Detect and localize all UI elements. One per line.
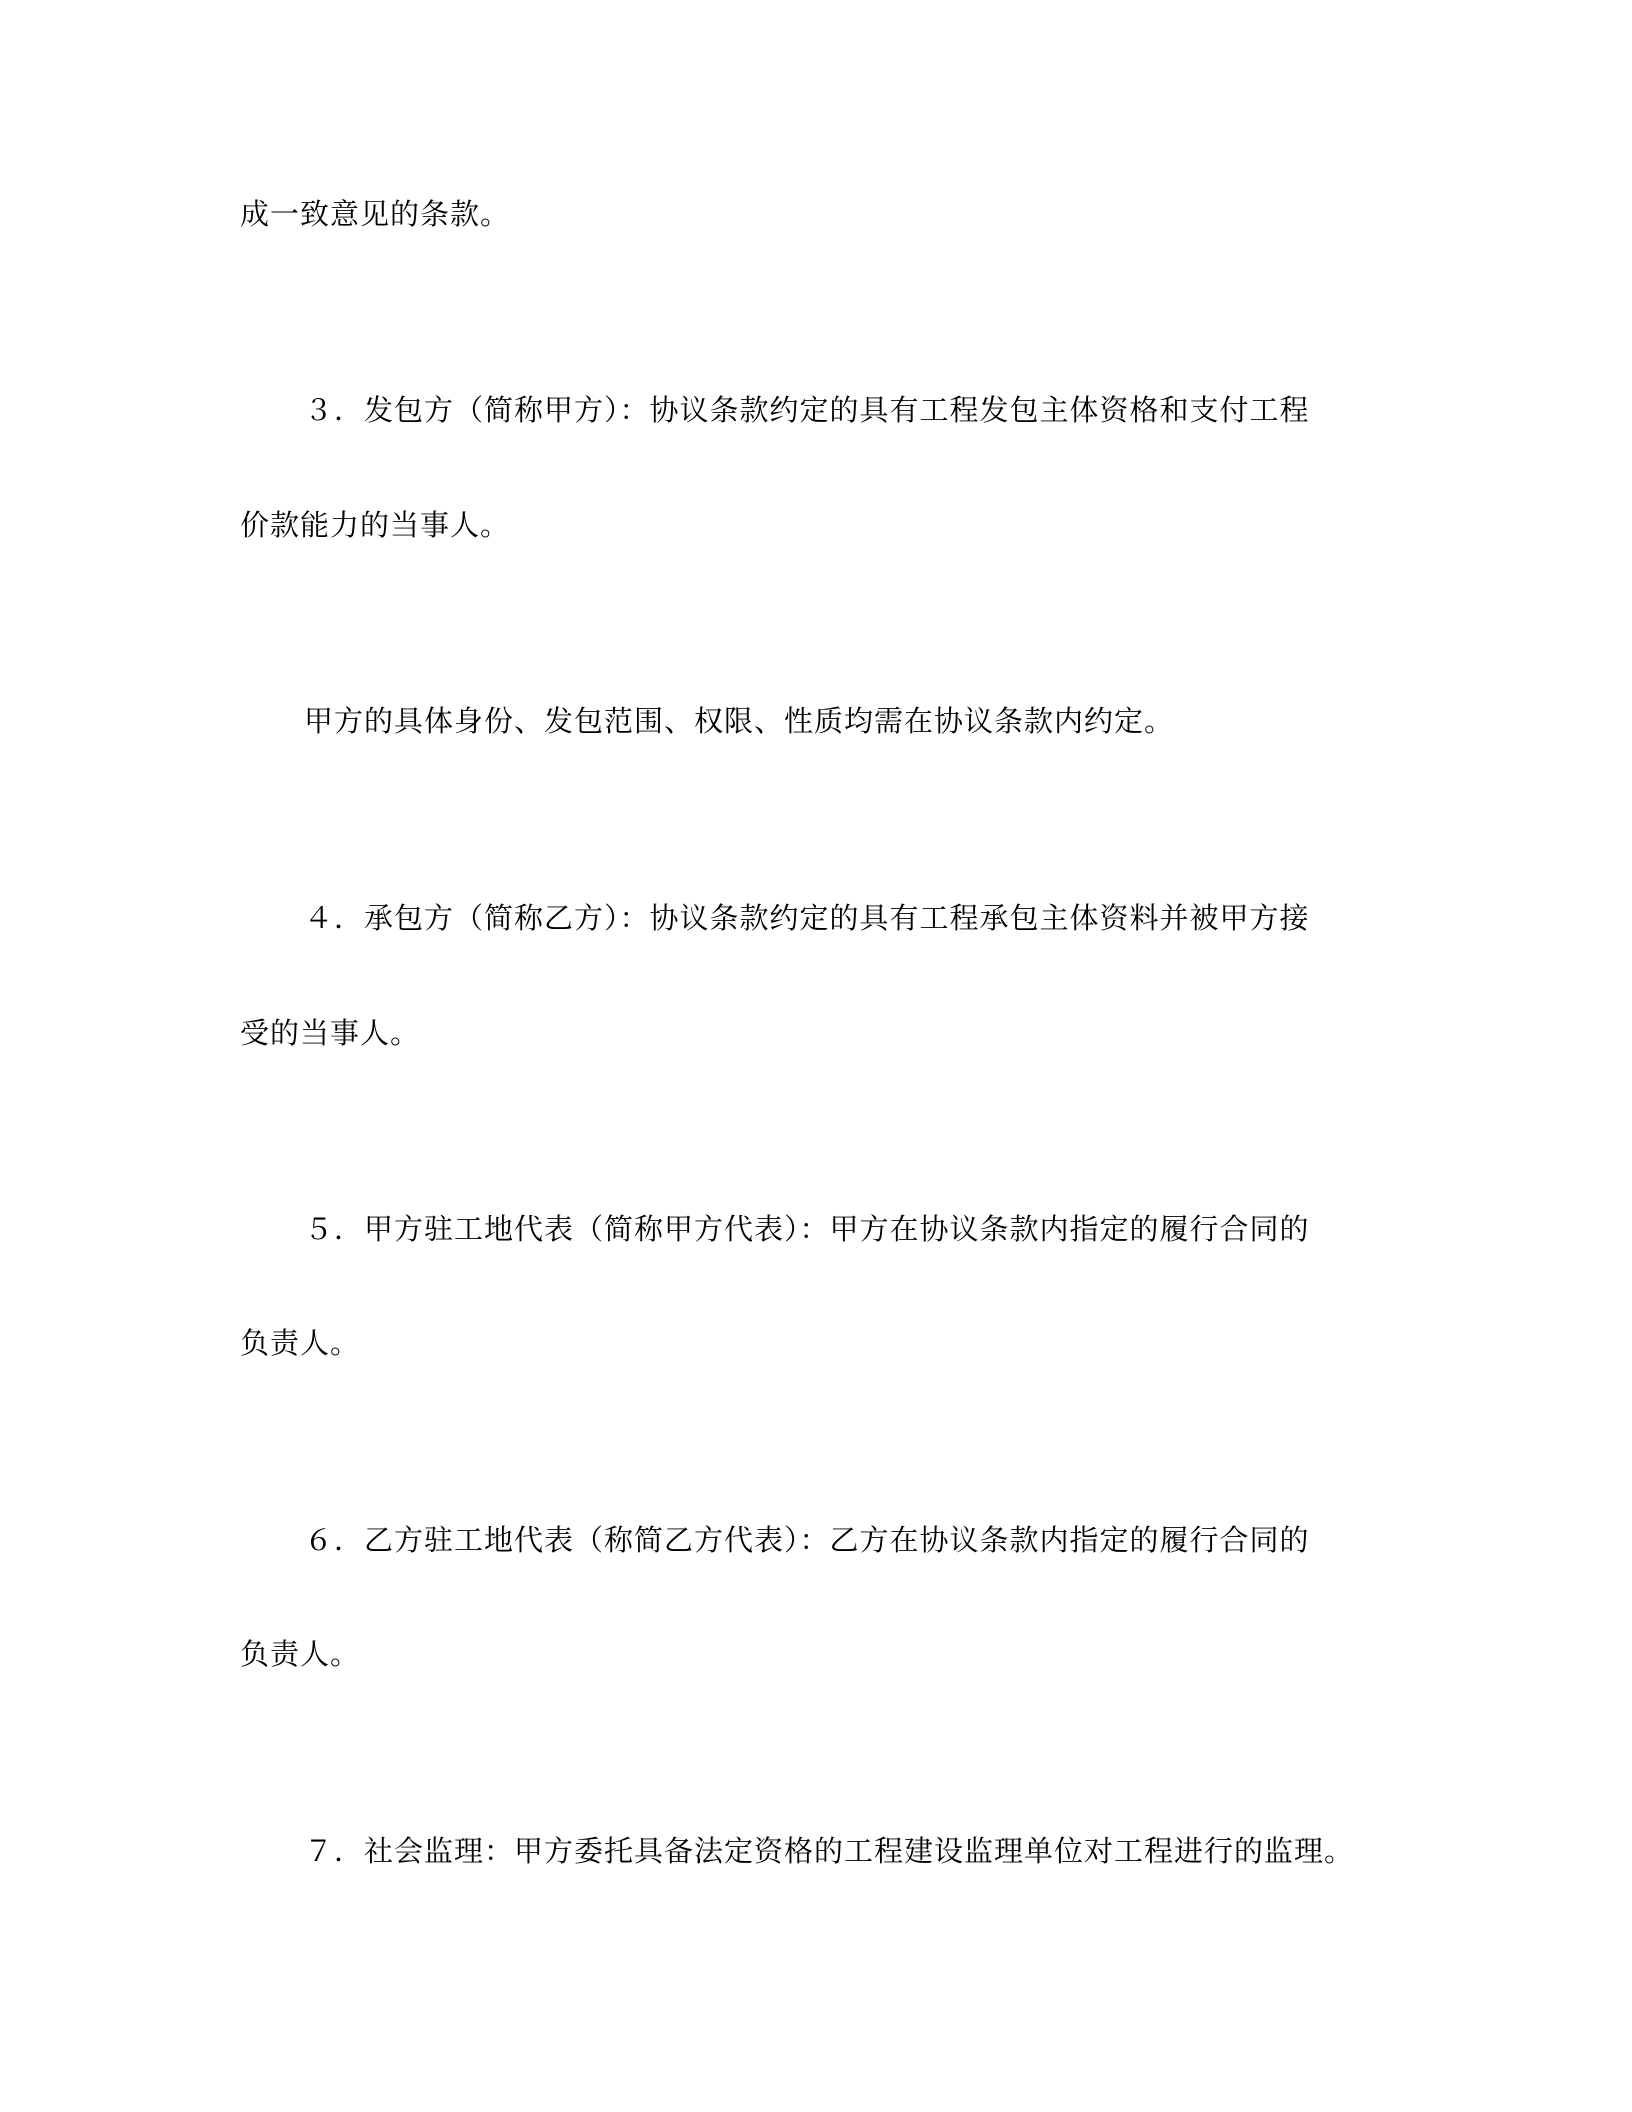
text-line: ６．乙方驻工地代表（称简乙方代表）：乙方在协议条款内指定的履行合同的 <box>304 1523 1310 1557</box>
text-line: ４．承包方（简称乙方）：协议条款约定的具有工程承包主体资料并被甲方接 <box>304 901 1310 935</box>
text-line: ３．发包方（简称甲方）：协议条款约定的具有工程发包主体资格和支付工程 <box>304 393 1310 427</box>
text-line: ５．甲方驻工地代表（简称甲方代表）：甲方在协议条款内指定的履行合同的 <box>304 1212 1310 1246</box>
text-line: 价款能力的当事人。 <box>240 508 511 542</box>
text-line: 负责人。 <box>240 1326 361 1360</box>
text-line: 负责人。 <box>240 1637 361 1671</box>
text-line: 受的当事人。 <box>240 1016 421 1050</box>
text-line: ７．社会监理：甲方委托具备法定资格的工程建设监理单位对工程进行的监理。 <box>304 1834 1355 1868</box>
text-line: 成一致意见的条款。 <box>240 197 511 231</box>
text-line: 甲方的具体身份、发包范围、权限、性质均需在协议条款内约定。 <box>304 704 1175 738</box>
